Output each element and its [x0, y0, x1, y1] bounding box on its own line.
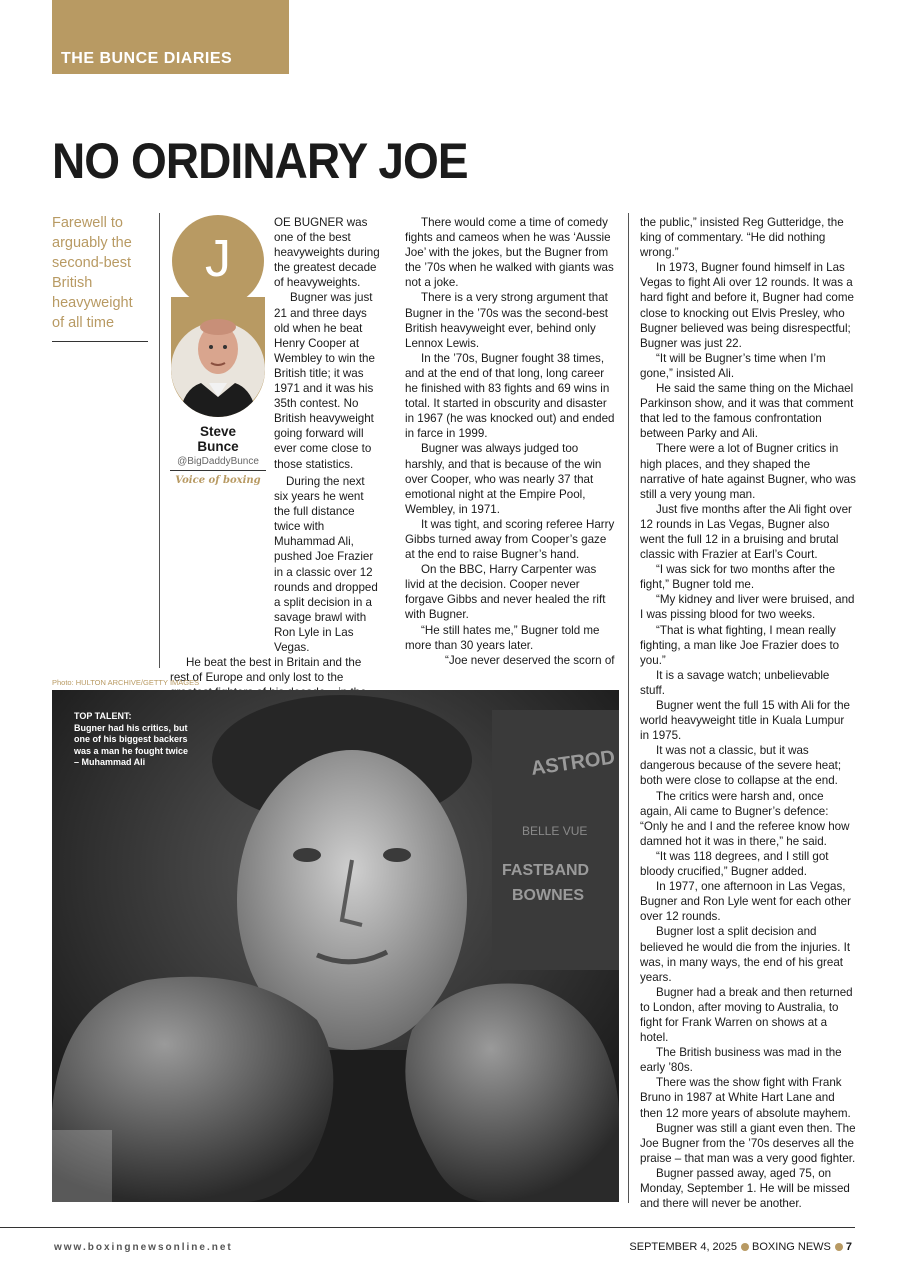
author-photo-icon — [171, 297, 265, 417]
body-paragraph: “He still hates me,” Bugner told me more than 30 years later. — [405, 623, 600, 652]
standfirst-rule — [52, 341, 148, 342]
poster-text: BOWNES — [512, 887, 584, 904]
author-handle: @BigDaddyBunce — [177, 456, 259, 467]
body-paragraph: In 1977, one afternoon in Las Vegas, Bugner and Ron Lyle went for each other over 12 rounds. — [640, 880, 851, 924]
headline: NO ORDINARY JOE — [52, 133, 468, 189]
body-paragraph: OE BUGNER was one of the best heavyweights during the greatest decade of heavyweights. — [274, 216, 380, 290]
body-paragraph: There was the show fight with Frank Bruno in 1987 at White Hart Lane and then 12 more years of absolute mayhem. — [640, 1076, 851, 1120]
standfirst: Farewell to arguably the second-best British heavyweight of all time — [52, 215, 133, 331]
footer-info — [629, 1241, 852, 1253]
caption-text: Bugner had his critics, but one of his biggest backers was a man he fought twice – Muhammad Ali — [74, 722, 189, 767]
photo-caption — [74, 711, 189, 769]
body-paragraph: The British business was mad in the early ’80s. — [640, 1046, 842, 1075]
column-3 — [640, 215, 856, 1211]
body-paragraph: It was not a classic, but it was dangerous because of the severe heat; both were close to collapse at the end. — [640, 744, 842, 788]
body-paragraph: “I was sick for two months after the fight,” Bugner told me. — [640, 563, 836, 592]
column-rule-1 — [159, 213, 160, 668]
caption-lead: TOP TALENT: — [74, 711, 132, 721]
bullet-icon — [835, 1243, 843, 1251]
section-tab — [52, 0, 289, 74]
drop-cap-circle — [172, 215, 264, 307]
body-paragraph: “Joe never deserved the scorn of — [445, 653, 615, 667]
body-paragraph: During the next six years he went the full distance twice with Muhammad Ali, pushed Joe Frazier in a classic over 12 rounds and dropped a split decision in a savage brawl with Ron Lyle in Las Vegas. — [274, 475, 378, 655]
body-paragraph: Bugner was always judged too harshly, and that is because of the win over Cooper, who was nearly 37 that emotional night at the Empire Pool, Wembley, in 1971. — [405, 442, 602, 516]
body-paragraph: “That is what fighting, I mean really fighting, a man like Joe Frazier does to you.” — [640, 623, 840, 667]
poster-text: BELLE VUE — [522, 824, 588, 838]
body-paragraph: “It will be Bugner’s time when I’m gone,” insisted Ali. — [640, 351, 826, 380]
body-paragraph: Bugner lost a split decision and believed he would die from the injuries. It was, in many ways, the end of his great years. — [640, 925, 851, 984]
column-rule-3 — [628, 213, 629, 1203]
body-paragraph: “It was 118 degrees, and I still got bloody crucified,” Bugner added. — [640, 849, 829, 879]
section-label: THE BUNCE DIARIES — [61, 50, 233, 67]
page-number: 7 — [845, 1241, 852, 1253]
body-paragraph: In the ’70s, Bugner fought 38 times, and at the end of that long, long career he finished with 83 fights and 69 wins in total. It started in obscurity and disaster in 1967 (he was knocked out) and ended in farce in 1999. — [405, 351, 615, 441]
author-name-line1: Steve — [199, 424, 237, 439]
body-paragraph: Bugner was still a giant even then. The Joe Bugner from the ’70s deserves all the praise – that man was a very good fighter. — [640, 1121, 856, 1165]
author-name-line2: Bunce — [197, 439, 239, 454]
body-paragraph: On the BBC, Harry Carpenter was livid at the decision. Cooper never forgave Gibbs and never healed the rift with Bugner. — [405, 563, 606, 622]
body-paragraph: the public,” insisted Reg Gutteridge, the king of commentary. “He did nothing wrong.” — [640, 216, 844, 260]
body-paragraph: Bugner had a break and then returned to London, after moving to Australia, to fight for Frank Warren on shows at a hotel. — [640, 985, 853, 1045]
body-paragraph: The critics were harsh and, once again, Ali came to Bugner’s defence: “Only he and I and the referee know how damned hot it was in there,” he said. — [640, 789, 850, 848]
author-avatar — [171, 297, 265, 417]
footer-date: SEPTEMBER 4, 2025 — [629, 1241, 738, 1253]
body-paragraph: There is a very strong argument that Bugner in the ’70s was the second-best British heavyweight ever, behind only Lennox Lewis. — [405, 291, 609, 350]
footer-url[interactable]: www.boxingnewsonline.net — [54, 1242, 233, 1253]
body-paragraph: Bugner went the full 15 with Ali for the world heavyweight title in Kuala Lumpur in 1975. — [640, 699, 850, 743]
body-paragraph: It is a savage watch; unbelievable stuff. — [640, 668, 830, 697]
body-paragraph: Just five months after the Ali fight over 12 rounds in Las Vegas, Bugner also went the full 12 in a bruising and brutal classic with Frazier at Earl’s Court. — [640, 502, 852, 562]
footer-publication: BOXING NEWS — [752, 1241, 831, 1253]
photo-credit: Photo: HULTON ARCHIVE/GETTY IMAGES — [52, 678, 200, 687]
column-1-narrow — [274, 215, 384, 472]
body-paragraph: He said the same thing on the Michael Parkinson show, and it was that comment that led to the famous confrontation between Parky and Ali. — [640, 382, 854, 441]
drop-cap: J — [205, 230, 231, 288]
body-paragraph: “My kidney and liver were bruised, and I was pissing blood for two weeks. — [640, 593, 855, 622]
body-paragraph: Bugner was just 21 and three days old when he beat Henry Cooper at Wembley to win the British title; it was 1971 and it was his 35th contest. No British heavyweight going forward will ever come close to those statistics. — [274, 291, 375, 471]
author-rule — [170, 470, 266, 471]
body-paragraph: There were a lot of Bugner critics in high places, and they shaped the narrative of hate against Bugner, who was still a very young man. — [640, 442, 856, 501]
footer-rule — [0, 1227, 855, 1228]
body-paragraph: There would come a time of comedy fights and cameos when he was ‘Aussie Joe’ with the jokes, but the Bugner from the ’70s when he walked with giants was not a joke. — [405, 216, 614, 290]
poster-text: ASTROD — [529, 746, 617, 780]
author-name — [170, 424, 266, 454]
column-2 — [405, 215, 617, 668]
author-tagline: Voice of boxing — [175, 475, 261, 486]
body-paragraph: In 1973, Bugner found himself in Las Vegas to fight Ali over 12 rounds. It was a hard fight and before it, Bugner had come close to knocking out Elvis Presley, who Bugner believed was being disrespectful; Bugner was just 22. — [640, 261, 854, 350]
poster-text: FASTBAND — [502, 862, 590, 879]
bullet-icon — [741, 1243, 749, 1251]
body-paragraph: He beat the best in Britain and the rest of Europe and only lost to the — [170, 656, 362, 685]
body-paragraph: It was tight, and scoring referee Harry Gibbs turned away from Cooper’s gaze at the end to raise Bugner’s hand. — [405, 517, 615, 562]
body-paragraph: Bugner passed away, aged 75, on Monday, September 1. He will be missed and there will never be another. — [640, 1166, 850, 1211]
